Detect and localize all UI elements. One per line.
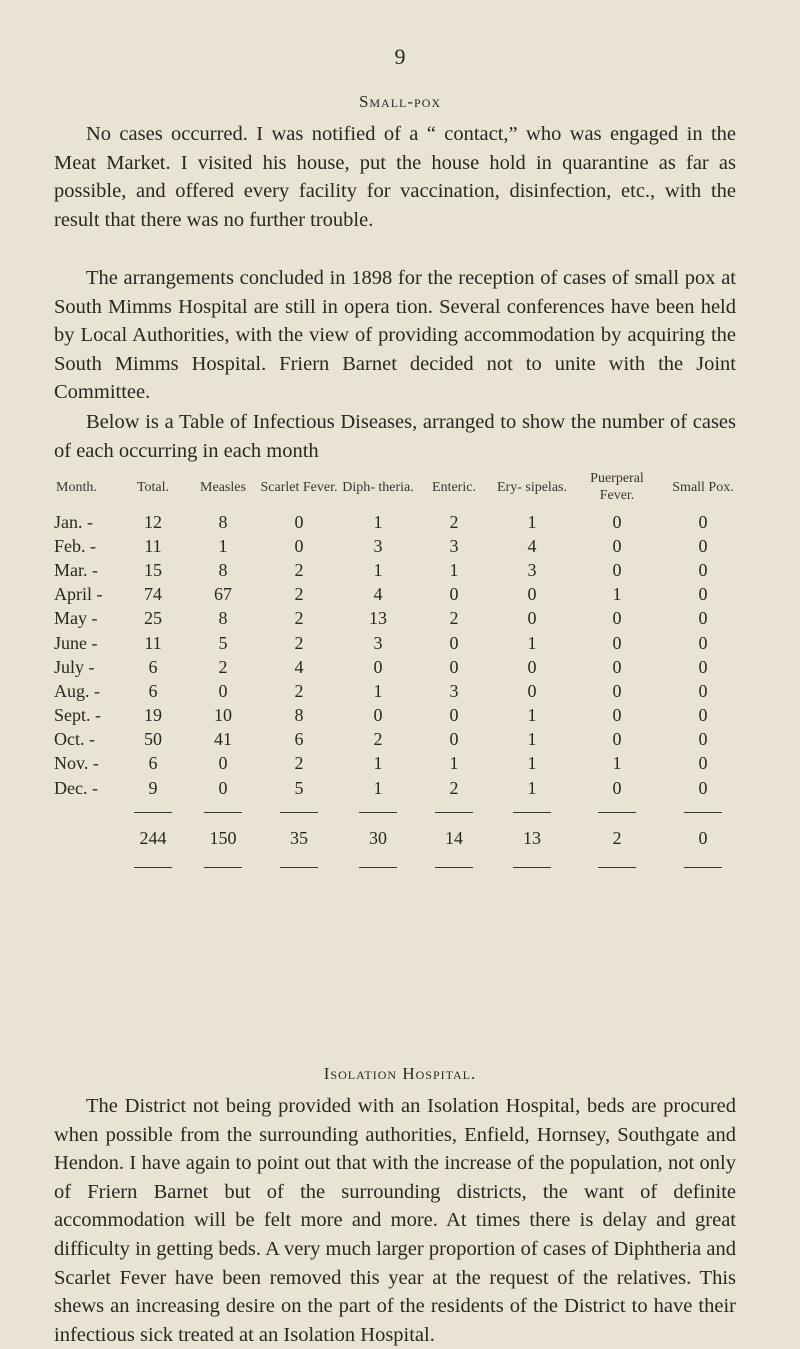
cell-total: 6 [148, 680, 158, 701]
cell-month: April - [54, 584, 103, 605]
cell-small-pox: 0 [698, 656, 708, 677]
table-row [54, 583, 744, 607]
cell-measles: 0 [218, 753, 228, 774]
cell-enteric: 0 [449, 705, 459, 726]
cell-measles: 10 [214, 705, 232, 726]
cell-small-pox: 0 [698, 729, 708, 750]
cell-puerperal-fever: 0 [612, 680, 622, 701]
total-scarlet-fever: 35 [290, 827, 308, 848]
table-row [54, 679, 744, 703]
cell-scarlet-fever: 2 [294, 608, 304, 629]
cell-enteric: 1 [449, 559, 459, 580]
cell-small-pox: 0 [698, 705, 708, 726]
cell-diphtheria: 1 [373, 680, 383, 701]
total-measles: 150 [209, 827, 237, 848]
table-header-row [54, 470, 744, 510]
cell-measles: 2 [218, 656, 228, 677]
header-month: Month. [56, 479, 97, 495]
cell-month: June - [54, 632, 98, 653]
totals-rule-top [54, 800, 744, 821]
cell-small-pox: 0 [698, 632, 708, 653]
cell-total: 12 [144, 511, 162, 532]
cell-measles: 1 [218, 535, 228, 556]
cell-total: 9 [148, 777, 158, 798]
cell-enteric: 2 [449, 777, 459, 798]
table-intro-paragraph: Below is a Table of Infectious Diseases, arranged to show the number of cases of each occurring in each month [54, 411, 736, 462]
cell-month: July - [54, 656, 95, 677]
cell-erysipelas: 1 [527, 753, 537, 774]
rule-dash [684, 867, 722, 868]
table-row [54, 558, 744, 582]
cell-puerperal-fever: 0 [612, 777, 622, 798]
cell-small-pox: 0 [698, 535, 708, 556]
cell-scarlet-fever: 0 [294, 511, 304, 532]
rule-dash [513, 867, 551, 868]
cell-scarlet-fever: 0 [294, 535, 304, 556]
cell-diphtheria: 0 [373, 705, 383, 726]
cell-enteric: 0 [449, 632, 459, 653]
rule-dash [204, 812, 242, 813]
cell-scarlet-fever: 4 [294, 656, 304, 677]
total-diphtheria: 30 [369, 827, 387, 848]
cell-erysipelas: 4 [527, 535, 537, 556]
cell-month: May - [54, 608, 98, 629]
cell-scarlet-fever: 6 [294, 729, 304, 750]
rule-dash [513, 812, 551, 813]
cell-erysipelas: 1 [527, 705, 537, 726]
rule-dash [435, 867, 473, 868]
header-scarlet-fever: Scarlet Fever. [260, 479, 338, 495]
cell-puerperal-fever: 0 [612, 535, 622, 556]
cell-measles: 5 [218, 632, 228, 653]
rule-dash [134, 867, 172, 868]
total-total: 244 [139, 827, 167, 848]
small-pox-paragraph-2: The arrangements concluded in 1898 for the reception of cases of small pox at South Mimms Hospital are still in opera tion. Several conferences have been held by Local Authorities, with the view of providing accommodation by acquiring the South Mimms Hospital. Friern Barnet decided not to unite with the Joint Committee. [54, 267, 736, 404]
table-row [54, 510, 744, 534]
rule-dash [359, 867, 397, 868]
cell-small-pox: 0 [698, 777, 708, 798]
cell-measles: 8 [218, 608, 228, 629]
header-enteric: Enteric. [432, 479, 476, 495]
isolation-hospital-heading: Isolation Hospital. [323, 1064, 477, 1083]
cell-total: 25 [144, 608, 162, 629]
table-row [54, 655, 744, 679]
cell-measles: 67 [214, 584, 232, 605]
cell-small-pox: 0 [698, 511, 708, 532]
header-erysipelas: Ery- sipelas. [497, 479, 567, 495]
cell-erysipelas: 0 [527, 680, 537, 701]
cell-enteric: 3 [449, 535, 459, 556]
cell-month: Dec. - [54, 777, 98, 798]
cell-scarlet-fever: 2 [294, 584, 304, 605]
cell-small-pox: 0 [698, 559, 708, 580]
cell-enteric: 0 [449, 656, 459, 677]
table-row [54, 631, 744, 655]
totals-rule-bottom [54, 855, 744, 876]
cell-small-pox: 0 [698, 584, 708, 605]
cell-erysipelas: 1 [527, 632, 537, 653]
cell-diphtheria: 0 [373, 656, 383, 677]
cell-enteric: 0 [449, 584, 459, 605]
rule-dash [134, 812, 172, 813]
total-small-pox: 0 [698, 827, 708, 848]
cell-measles: 8 [218, 559, 228, 580]
cell-erysipelas: 0 [527, 608, 537, 629]
cell-total: 6 [148, 753, 158, 774]
cell-total: 11 [144, 535, 162, 556]
cell-month: Mar. - [54, 559, 98, 580]
total-puerperal-fever: 2 [612, 827, 622, 848]
cell-enteric: 0 [449, 729, 459, 750]
cell-total: 11 [144, 632, 162, 653]
cell-puerperal-fever: 0 [612, 608, 622, 629]
cell-diphtheria: 4 [373, 584, 383, 605]
rule-dash [204, 867, 242, 868]
cell-puerperal-fever: 0 [612, 729, 622, 750]
rule-dash [280, 867, 318, 868]
cell-scarlet-fever: 2 [294, 559, 304, 580]
rule-dash [598, 867, 636, 868]
cell-scarlet-fever: 2 [294, 632, 304, 653]
small-pox-heading: Small-pox [358, 92, 442, 111]
cell-erysipelas: 1 [527, 777, 537, 798]
page-number: 9 [394, 44, 406, 69]
rule-dash [598, 812, 636, 813]
totals-row [54, 821, 744, 855]
cell-measles: 41 [214, 729, 232, 750]
cell-scarlet-fever: 2 [294, 753, 304, 774]
cell-puerperal-fever: 0 [612, 705, 622, 726]
cell-scarlet-fever: 5 [294, 777, 304, 798]
rule-dash [435, 812, 473, 813]
cell-erysipelas: 1 [527, 511, 537, 532]
cell-enteric: 1 [449, 753, 459, 774]
table-row [54, 704, 744, 728]
cell-total: 6 [148, 656, 158, 677]
cell-measles: 8 [218, 511, 228, 532]
cell-small-pox: 0 [698, 608, 708, 629]
cell-month: Sept. - [54, 705, 101, 726]
rule-dash [359, 812, 397, 813]
cell-puerperal-fever: 0 [612, 559, 622, 580]
cell-puerperal-fever: 1 [612, 753, 622, 774]
cell-diphtheria: 2 [373, 729, 383, 750]
cell-puerperal-fever: 0 [612, 656, 622, 677]
table-row [54, 607, 744, 631]
table-row [54, 776, 744, 800]
cell-small-pox: 0 [698, 680, 708, 701]
cell-diphtheria: 1 [373, 559, 383, 580]
cell-puerperal-fever: 0 [612, 632, 622, 653]
cell-month: Aug. - [54, 680, 100, 701]
cell-month: Feb. - [54, 535, 96, 556]
rule-dash [280, 812, 318, 813]
cell-diphtheria: 1 [373, 753, 383, 774]
cell-measles: 0 [218, 680, 228, 701]
cell-total: 19 [144, 705, 162, 726]
isolation-hospital-paragraph: The District not being provided with an Isolation Hospital, beds are procured when possible from the surrounding authorities, Enfield, Hornsey, Southgate and Hendon. I have again to point out that with the increase of the population, not only of Friern Barnet but of the surrounding districts, the want of definite accommodation will be felt more and more. At times there is delay and great difficulty in getting beds. A very much larger proportion of cases of Diphtheria and Scarlet Fever have been removed this year at the request of the relatives. This shews an increasing desire on the part of the residents of the District to have their infectious sick treated at an Isolation Hospital. [54, 1095, 736, 1346]
table-row [54, 534, 744, 558]
table-row [54, 752, 744, 776]
cell-scarlet-fever: 2 [294, 680, 304, 701]
total-enteric: 14 [445, 827, 463, 848]
cell-enteric: 3 [449, 680, 459, 701]
header-puerperal-fever: Puerperal Fever. [590, 471, 644, 503]
small-pox-paragraph-1: No cases occurred. I was notified of a “ contact,” who was engaged in the Meat Market. I visited his house, put the house hold in quarantine as far as possible, and offered every facility for vaccination, disinfection, etc., with the result that there was no further trouble. [54, 123, 736, 231]
rule-dash [684, 812, 722, 813]
cell-diphtheria: 1 [373, 777, 383, 798]
cell-puerperal-fever: 0 [612, 511, 622, 532]
cell-month: Nov. - [54, 753, 99, 774]
cell-measles: 0 [218, 777, 228, 798]
cell-diphtheria: 13 [369, 608, 387, 629]
cell-erysipelas: 1 [527, 729, 537, 750]
header-total: Total. [136, 479, 170, 495]
cell-diphtheria: 1 [373, 511, 383, 532]
cell-erysipelas: 3 [527, 559, 537, 580]
header-small-pox: Small Pox. [672, 479, 734, 495]
total-erysipelas: 13 [523, 827, 541, 848]
cell-total: 15 [144, 559, 162, 580]
cell-diphtheria: 3 [373, 632, 383, 653]
header-diphtheria: Diph- theria. [342, 479, 414, 495]
infectious-diseases-table [54, 470, 744, 876]
cell-total: 74 [144, 584, 162, 605]
cell-erysipelas: 0 [527, 584, 537, 605]
cell-total: 50 [144, 729, 162, 750]
header-measles: Measles [200, 479, 246, 495]
cell-enteric: 2 [449, 511, 459, 532]
table-row [54, 728, 744, 752]
cell-small-pox: 0 [698, 753, 708, 774]
cell-scarlet-fever: 8 [294, 705, 304, 726]
cell-enteric: 2 [449, 608, 459, 629]
cell-erysipelas: 0 [527, 656, 537, 677]
cell-puerperal-fever: 1 [612, 584, 622, 605]
cell-diphtheria: 3 [373, 535, 383, 556]
cell-month: Jan. - [54, 511, 93, 532]
cell-month: Oct. - [54, 729, 95, 750]
